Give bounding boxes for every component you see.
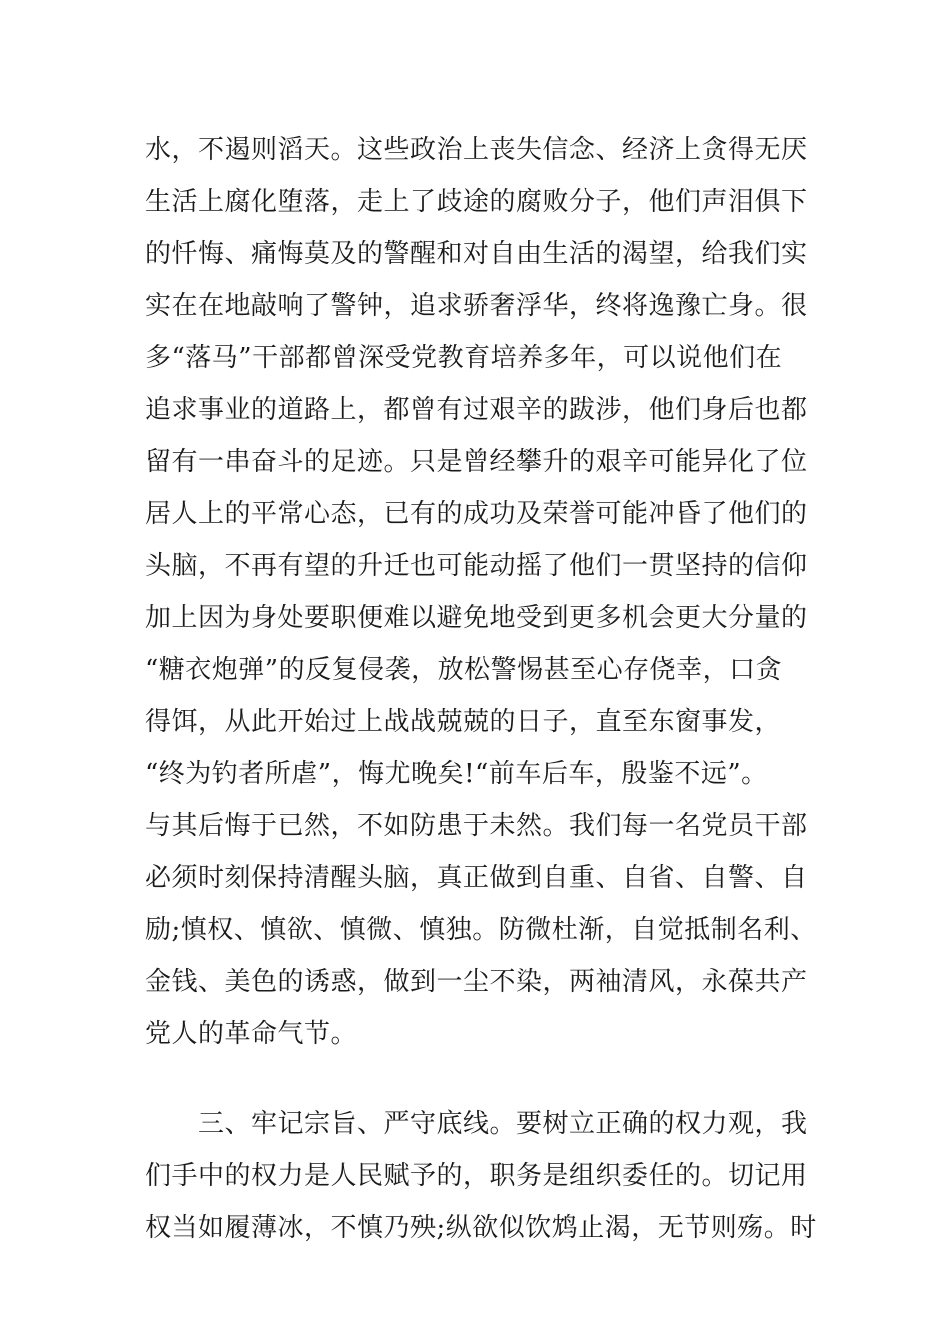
text-line: “糖衣炮弹”的反复侵袭，放松警惕甚至心存侥幸，口贪 (145, 655, 783, 685)
text-line: 居人上的平常心态，已有的成功及荣誉可能冲昏了他们的 (145, 499, 808, 529)
text-line: “终为钓者所虐”，悔尤晚矣!“前车后车，殷鉴不远”。 (145, 759, 768, 789)
text-line: 金钱、美色的诱惑，做到一尘不染，两袖清风，永葆共产 (145, 967, 808, 997)
text-line: 三、牢记宗旨、严守底线。要树立正确的权力观，我 (145, 1109, 808, 1139)
text-line: 与其后悔于已然，不如防患于未然。我们每一名党员干部 (145, 811, 808, 841)
text-line: 党人的革命气节。 (145, 1019, 358, 1049)
text-line: 必须时刻保持清醒头脑，真正做到自重、自省、自警、自 (145, 863, 808, 893)
text-line: 水，不遏则滔天。这些政治上丧失信念、经济上贪得无厌 (145, 135, 808, 165)
text-line: 头脑，不再有望的升迁也可能动摇了他们一贯坚持的信仰 (145, 551, 808, 581)
text-line: 的忏悔、痛悔莫及的警醒和对自由生活的渴望，给我们实 (145, 239, 808, 269)
text-line: 加上因为身处要职便难以避免地受到更多机会更大分量的 (145, 603, 808, 633)
text-line: 多“落马”干部都曾深受党教育培养多年，可以说他们在 (145, 343, 783, 373)
text-line: 留有一串奋斗的足迹。只是曾经攀升的艰辛可能异化了位 (145, 447, 808, 477)
text-line: 励;慎权、慎欲、慎微、慎独。防微杜渐，自觉抵制名利、 (145, 915, 817, 945)
text-line: 追求事业的道路上，都曾有过艰辛的跋涉，他们身后也都 (145, 395, 808, 425)
text-line: 得饵，从此开始过上战战兢兢的日子，直至东窗事发， (145, 707, 782, 737)
text-line: 生活上腐化堕落，走上了歧途的腐败分子，他们声泪俱下 (145, 187, 808, 217)
text-line: 权当如履薄冰，不慎乃殃;纵欲似饮鸩止渴，无节则殇。时 (145, 1213, 817, 1243)
text-line: 们手中的权力是人民赋予的，职务是组织委任的。切记用 (145, 1161, 808, 1191)
text-line: 实在在地敲响了警钟，追求骄奢浮华，终将逸豫亡身。很 (145, 291, 808, 321)
